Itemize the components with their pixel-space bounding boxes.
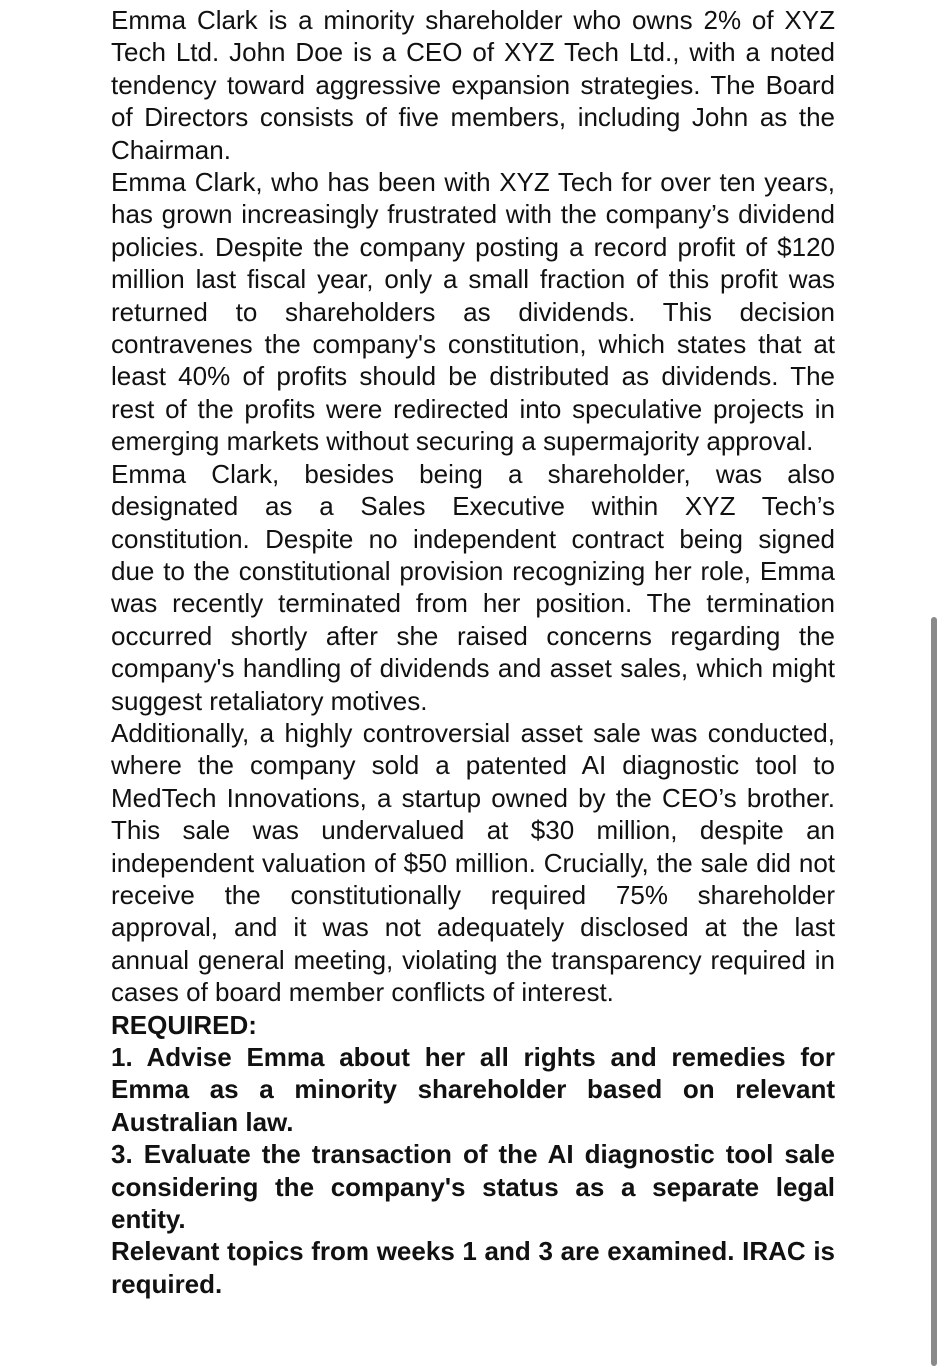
examination-note: Relevant topics from weeks 1 and 3 are examined. IRAC is required. bbox=[111, 1236, 835, 1299]
question-3: 3. Evaluate the transaction of the AI diagnostic tool sale considering the company's status as a separate legal entity. bbox=[111, 1139, 835, 1235]
paragraph-intro: Emma Clark is a minority shareholder who owns 2% of XYZ Tech Ltd. John Doe is a CEO of XYZ Tech Ltd., with a noted tendency toward aggressive expansion strategies. The Board of Directors consists of five members, including John as the Chairman. bbox=[111, 5, 835, 165]
document-body bbox=[111, 4, 835, 1300]
paragraph-dividends: Emma Clark, who has been with XYZ Tech for over ten years, has grown increasingly frustrated with the company’s dividend policies. Despite the company posting a record profit of $120 million last fiscal year, only a small fraction of this profit was returned to shareholders as dividends. This decision contravenes the company's constitution, which states that at least 40% of profits should be distributed as dividends. The rest of the profits were redirected into speculative projects in emerging markets without securing a supermajority approval. bbox=[111, 167, 835, 457]
paragraph-termination: Emma Clark, besides being a shareholder, was also designated as a Sales Executive within XYZ Tech’s constitution. Despite no independent contract being signed due to the constitutional provision recognizing her role, Emma was recently terminated from her position. The termination occurred shortly after she raised concerns regarding the company's handling of dividends and asset sales, which might suggest retaliatory motives. bbox=[111, 458, 835, 716]
vertical-scrollbar[interactable] bbox=[931, 617, 937, 1366]
required-heading: REQUIRED: bbox=[111, 1009, 257, 1040]
paragraph-asset-sale: Additionally, a highly controversial asset sale was conducted, where the company sold a patented AI diagnostic tool to MedTech Innovations, a startup owned by the CEO’s brother. This sale was undervalued at $30 million, despite an independent valuation of $50 million. Crucially, the sale did not receive the constitutionally required 75% shareholder approval, and it was not adequately disclosed at the last annual general meeting, violating the transparency required in cases of board member conflicts of interest. bbox=[111, 717, 835, 1008]
question-1: 1. Advise Emma about her all rights and remedies for Emma as a minority shareholder based on relevant Australian law. bbox=[111, 1042, 835, 1137]
